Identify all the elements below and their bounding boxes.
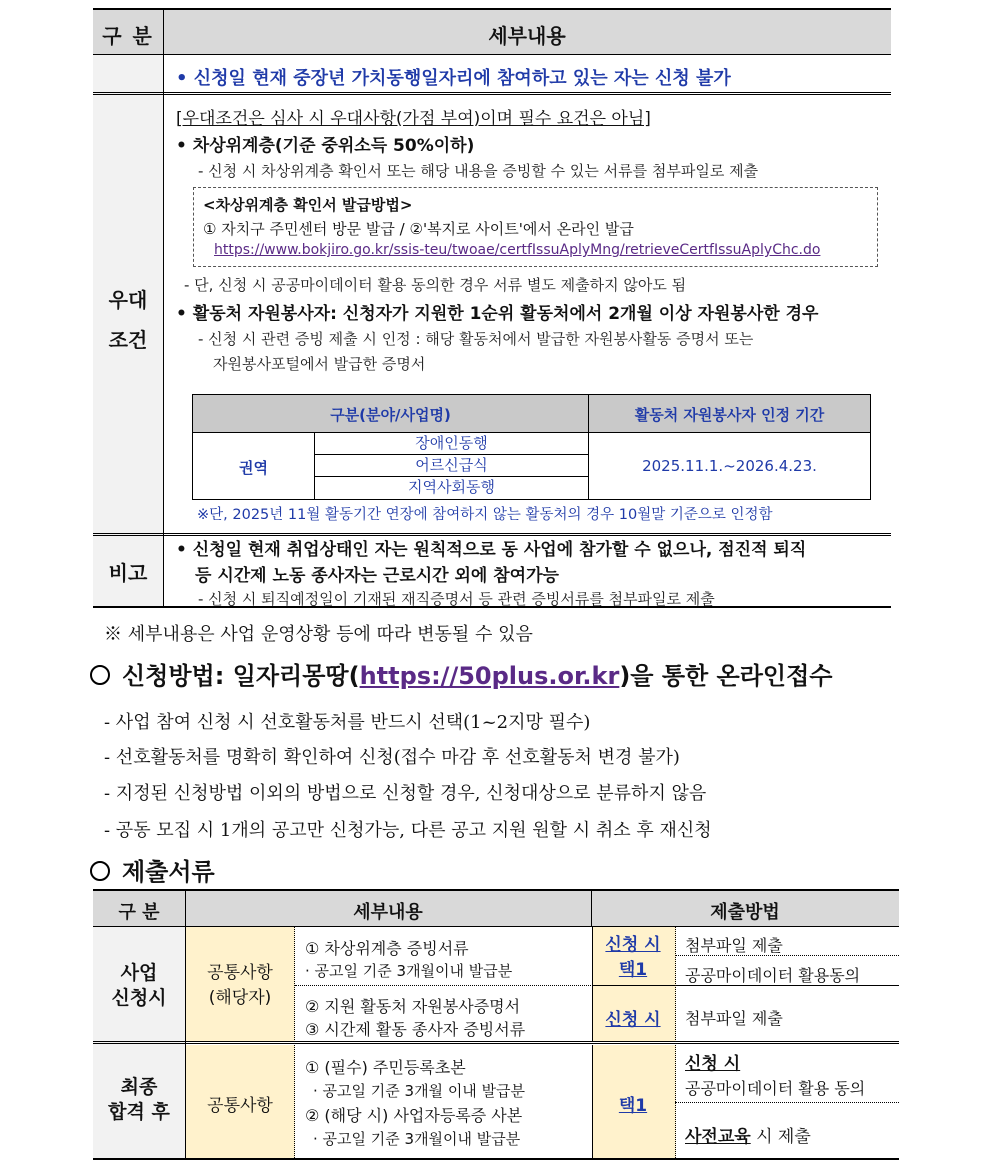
docs-header-category: 구 분 — [118, 902, 160, 923]
row-label-line: 신청시 — [111, 987, 167, 1009]
divider — [591, 889, 592, 927]
docs-row-label-final — [93, 1075, 185, 1125]
divider — [295, 985, 591, 986]
pre-education-label: 사전교육 — [685, 1127, 751, 1147]
row-label-preference — [93, 280, 163, 360]
bullet-volunteer: • 활동처 자원봉사자: 신청자가 지원한 1순위 활동처에서 2개월 이상 자원봉사한 경우 — [176, 304, 819, 324]
method-line: 택1 — [618, 960, 648, 980]
circle-bullet-icon — [90, 665, 110, 685]
method-label-apply — [592, 933, 674, 983]
doc-item-low-income: ① 차상위계층 증빙서류 — [305, 939, 469, 958]
common-line: 공통사항 — [207, 963, 273, 983]
divider — [185, 889, 186, 927]
inner-item: 어르신급식 — [315, 455, 588, 477]
doc-item-volunteer: ② 지원 활동처 자원봉사증명서 — [305, 997, 521, 1016]
doc-item-business-note: · 공고일 기준 3개월이내 발급분 — [313, 1130, 521, 1148]
row-label-line: 최종 — [120, 1076, 158, 1098]
method-option-attach-2: 첨부파일 제출 — [685, 1009, 783, 1028]
divider — [163, 8, 164, 55]
header-col-category: 구 분 — [102, 24, 154, 48]
apply-title-prefix: 신청방법: 일자리몽땅( — [122, 662, 360, 690]
row-label-line: 사업 — [120, 962, 158, 984]
method-label-choose: 택1 — [618, 1096, 648, 1116]
remarks-sub: - 신청 시 퇴직예정일이 기재된 재직증명서 등 관련 증빙서류를 첨부파일로 제출 — [198, 590, 715, 608]
doc-item-resident-register: ① (필수) 주민등록초본 — [305, 1058, 466, 1077]
docs-row-label-apply — [93, 961, 185, 1011]
doc-item-parttime: ③ 시간제 활동 종사자 증빙서류 — [305, 1020, 526, 1039]
inner-item: 지역사회동행 — [408, 478, 495, 496]
low-income-sub: - 신청 시 차상위계층 확인서 또는 해당 내용을 증빙할 수 있는 서류를 첨부파일로 제출 — [198, 162, 759, 180]
circle-bullet-icon — [90, 861, 110, 881]
row-label-line: 합격 후 — [108, 1101, 170, 1123]
method-line: 신청 시 — [605, 935, 661, 955]
apply-item: - 지정된 신청방법 이외의 방법으로 신청할 경우, 신청대상으로 분류하지 않음 — [104, 783, 707, 804]
doc-item-resident-note: · 공고일 기준 3개월 이내 발급분 — [313, 1082, 526, 1100]
docs-header-details: 세부내용 — [353, 902, 423, 923]
divider — [93, 92, 891, 95]
apply-item: - 공동 모집 시 1개의 공고만 신청가능, 다른 공고 지원 원할 시 취소 후 재신청 — [104, 820, 712, 841]
divider — [93, 1041, 899, 1044]
preference-note: [우대조건은 심사 시 우대사항(가점 부여)이며 필수 요건은 아님] — [176, 109, 651, 129]
mydata-sub: - 단, 신청 시 공공마이데이터 활용 동의한 경우 서류 별도 제출하지 않아도 됨 — [184, 276, 687, 294]
method-apply-label: 신청 시 — [685, 1054, 741, 1074]
bullet-low-income: • 차상위계층(기준 중위소득 50%이하) — [176, 136, 475, 156]
volunteer-sub-1: - 신청 시 관련 증빙 제출 시 인정 : 해당 활동처에서 발급한 자원봉사활동 증명서 또는 — [198, 330, 754, 348]
apply-item: - 사업 참여 신청 시 선호활동처를 반드시 선택(1~2지망 필수) — [104, 712, 591, 733]
apply-item: - 선호활동처를 명확히 확인하여 신청(접수 마감 후 선호활동처 변경 불가) — [104, 747, 680, 768]
remarks-bullet-line2: 등 시간제 노동 종사자는 근로시간 외에 참여가능 — [195, 566, 559, 586]
apply-method-heading — [90, 656, 832, 691]
documents-title: 제출서류 — [122, 858, 215, 886]
method-label-apply-2: 신청 시 — [605, 1010, 661, 1030]
issuance-box-title: <차상위계층 확인서 발급방법> — [203, 196, 413, 214]
volunteer-period-table — [192, 394, 871, 500]
method-option-attach: 첨부파일 제출 — [685, 936, 783, 955]
header-col-details: 세부내용 — [488, 24, 566, 48]
common-line: (해당자) — [208, 988, 272, 1008]
docs-common-label — [186, 961, 294, 1011]
doc-item-low-income-note: · 공고일 기준 3개월이내 발급분 — [305, 962, 513, 980]
apply-site-link[interactable]: https://50plus.or.kr — [359, 662, 620, 690]
remarks-bullet-line1: • 신청일 현재 취업상태인 자는 원칙적으로 동 사업에 참가할 수 없으나, 점진적 퇴직 — [176, 540, 807, 560]
row-label-line: 우대 — [108, 288, 148, 312]
apply-title-suffix: )을 통한 온라인접수 — [619, 662, 833, 690]
documents-table — [93, 889, 899, 1160]
issuance-box-line: ① 자치구 주민센터 방문 발급 / ②'복지로 사이트'에서 온라인 발급 — [203, 220, 634, 238]
change-notice: ※ 세부내용은 사업 운영상황 등에 따라 변동될 수 있음 — [104, 624, 533, 645]
inner-footnote: ※단, 2025년 11월 활동기간 연장에 참여하지 않는 활동처의 경우 10월말 기준으로 인정함 — [197, 507, 773, 523]
method-option-mydata: 공공마이데이터 활용동의 — [685, 966, 861, 985]
doc-item-business-reg: ② (해당 시) 사업자등록증 사본 — [305, 1106, 523, 1125]
divider — [675, 1102, 899, 1103]
documents-heading — [90, 852, 215, 887]
volunteer-sub-2: 자원봉사포털에서 발급한 증명서 — [213, 355, 426, 373]
restriction-text: • 신청일 현재 중장년 가치동행일자리에 참여하고 있는 자는 신청 불가 — [176, 68, 731, 89]
bokjiro-link[interactable]: https://www.bokjiro.go.kr/ssis-teu/twoae/certfIssuAplyMng/retrieveCertfIssuAplyChc.do — [214, 242, 821, 258]
pre-education-suffix: 시 제출 — [750, 1127, 811, 1147]
method-option-mydata-2: 공공마이데이터 활용 동의 — [685, 1079, 866, 1098]
inner-header-period: 활동처 자원봉사자 인정 기간 — [634, 406, 825, 424]
row-label-line: 조건 — [108, 328, 148, 352]
docs-common-label-2: 공통사항 — [207, 1096, 273, 1116]
docs-header-method: 제출방법 — [710, 902, 780, 923]
inner-period-value: 2025.11.1.~2026.4.23. — [642, 457, 817, 475]
method-pre-education — [685, 1122, 811, 1147]
row-label-remarks: 비고 — [108, 561, 148, 585]
inner-region-label: 권역 — [239, 459, 268, 477]
inner-header-category: 구분(분야/사업명) — [330, 406, 451, 424]
inner-item: 장애인동행 — [315, 433, 588, 455]
